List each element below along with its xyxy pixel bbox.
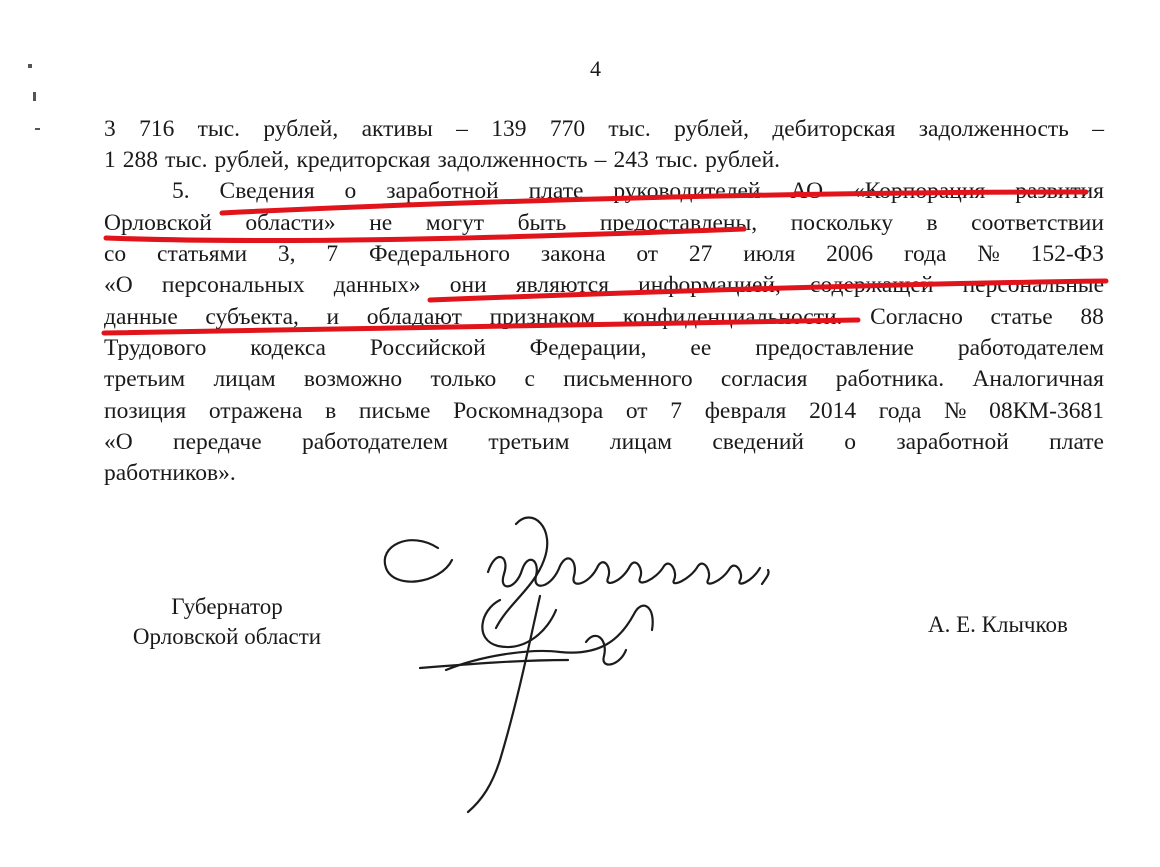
word: 288 bbox=[122, 147, 159, 173]
word: ее bbox=[690, 335, 712, 361]
word: плате bbox=[528, 178, 584, 204]
word: письменного bbox=[563, 366, 693, 392]
word: – bbox=[594, 147, 607, 173]
word: передаче bbox=[173, 429, 262, 455]
word: 770 bbox=[549, 116, 586, 142]
word: «О bbox=[104, 429, 133, 455]
page-number: 4 bbox=[590, 56, 601, 81]
word: быть bbox=[517, 210, 567, 236]
word: работника. bbox=[835, 366, 945, 392]
word: 139 bbox=[491, 116, 527, 142]
text-line bbox=[104, 366, 1104, 393]
word: тыс. bbox=[608, 116, 651, 142]
word: письме bbox=[358, 398, 431, 424]
word: тыс. bbox=[197, 116, 241, 142]
word: 7 bbox=[670, 398, 682, 424]
word: обладают bbox=[366, 304, 462, 330]
word: о bbox=[344, 178, 357, 204]
word: года bbox=[903, 241, 947, 267]
word: персональные bbox=[962, 272, 1104, 298]
word: и bbox=[326, 304, 340, 330]
word: «Корпорация bbox=[853, 178, 986, 204]
text-line bbox=[104, 210, 1104, 237]
word: – bbox=[456, 116, 468, 142]
word: развития bbox=[1015, 178, 1104, 204]
word: субъекта, bbox=[205, 304, 299, 330]
word: от bbox=[625, 398, 648, 424]
word: рублей. bbox=[705, 147, 781, 173]
text-line bbox=[104, 460, 1104, 487]
word: сведений bbox=[712, 429, 804, 455]
word: АО bbox=[790, 178, 824, 204]
word: работников». bbox=[104, 460, 236, 486]
word: 7 bbox=[326, 241, 339, 267]
word: Федерации, bbox=[529, 335, 647, 361]
word: конфиденциальности. bbox=[622, 304, 843, 330]
word: в bbox=[926, 210, 938, 236]
word: плате bbox=[1049, 429, 1104, 455]
word: Трудового bbox=[104, 335, 207, 361]
word: Сведения bbox=[219, 178, 315, 204]
word: в bbox=[325, 398, 337, 424]
word: 152-ФЗ bbox=[1030, 241, 1104, 267]
word: третьим bbox=[104, 366, 186, 392]
word: кодекса bbox=[250, 335, 326, 361]
text-line bbox=[104, 304, 1104, 331]
word: февраля bbox=[704, 398, 787, 424]
word: дебиторская bbox=[772, 116, 896, 142]
scan-mark bbox=[35, 128, 40, 130]
word: персональных bbox=[161, 272, 305, 298]
word: Согласно bbox=[870, 304, 963, 330]
word: заработной bbox=[896, 429, 1009, 455]
word: работодателем bbox=[301, 429, 449, 455]
word: июля bbox=[743, 241, 796, 267]
word: со bbox=[104, 241, 127, 267]
word: заработной bbox=[386, 178, 499, 204]
word: 2014 bbox=[809, 398, 857, 424]
word: работодателем bbox=[957, 335, 1104, 361]
word: только bbox=[430, 366, 497, 392]
word: Российской bbox=[369, 335, 486, 361]
word: 5. bbox=[172, 178, 190, 204]
word: кредиторская bbox=[296, 147, 431, 173]
word: о bbox=[844, 429, 857, 455]
word: рублей, bbox=[674, 116, 749, 142]
word: третьим bbox=[488, 429, 570, 455]
text-line bbox=[104, 398, 1104, 425]
word: лицам bbox=[609, 429, 673, 455]
word: 08КМ-3681 bbox=[989, 398, 1104, 424]
text-line bbox=[104, 241, 1104, 268]
word: 2006 bbox=[826, 241, 874, 267]
word: они bbox=[449, 272, 487, 298]
word: 27 bbox=[688, 241, 713, 267]
word: области» bbox=[245, 210, 336, 236]
text-line bbox=[104, 147, 1104, 174]
scan-mark bbox=[33, 92, 36, 101]
word: активы bbox=[361, 116, 433, 142]
word: Роскомнадзора bbox=[453, 398, 604, 424]
word: 3, bbox=[277, 241, 296, 267]
position-region: Орловской области bbox=[132, 624, 322, 649]
word: согласия bbox=[720, 366, 808, 392]
word: предоставление bbox=[755, 335, 914, 361]
scan-mark bbox=[28, 64, 32, 68]
word: статьями bbox=[157, 241, 248, 267]
word: Аналогичная bbox=[972, 366, 1104, 392]
word: рублей, bbox=[214, 147, 290, 173]
position-title: Губернатор bbox=[171, 594, 283, 619]
word: 88 bbox=[1080, 304, 1104, 330]
word: содержащей bbox=[810, 272, 934, 298]
word: № bbox=[943, 398, 967, 424]
word: Федерального bbox=[368, 241, 510, 267]
word: позиция bbox=[104, 398, 187, 424]
word: задолженность bbox=[918, 116, 1069, 142]
text-line bbox=[104, 335, 1104, 362]
word: года bbox=[878, 398, 922, 424]
text-line bbox=[172, 178, 1104, 205]
word: закона bbox=[540, 241, 606, 267]
word: руководителей bbox=[613, 178, 761, 204]
word: № bbox=[977, 241, 1000, 267]
word: являются bbox=[515, 272, 610, 298]
word: 243 bbox=[613, 147, 649, 173]
text-line bbox=[104, 116, 1104, 143]
word: тыс. bbox=[655, 147, 699, 173]
word: данные bbox=[104, 304, 178, 330]
signatory-name: А. Е. Клычков bbox=[928, 612, 1068, 637]
word: возможно bbox=[303, 366, 403, 392]
word: признаком bbox=[489, 304, 596, 330]
word: 716 bbox=[139, 116, 175, 142]
word: данных» bbox=[333, 272, 421, 298]
word: соответствии bbox=[971, 210, 1104, 236]
word: статье bbox=[990, 304, 1053, 330]
word: поскольку bbox=[790, 210, 893, 236]
word: 3 bbox=[104, 116, 116, 142]
word: 1 bbox=[104, 147, 116, 173]
word: тыс. bbox=[165, 147, 208, 173]
word: рублей, bbox=[263, 116, 339, 142]
word: не bbox=[369, 210, 393, 236]
signatory-position bbox=[112, 592, 342, 652]
word: Орловской bbox=[104, 210, 212, 236]
word: – bbox=[1092, 116, 1104, 142]
word: «О bbox=[104, 272, 133, 298]
word: задолженность bbox=[437, 147, 588, 173]
word: отражена bbox=[208, 398, 303, 424]
word: лицам bbox=[213, 366, 276, 392]
word: информацией, bbox=[638, 272, 781, 298]
word: могут bbox=[425, 210, 485, 236]
text-line bbox=[104, 272, 1104, 299]
word: от bbox=[636, 241, 659, 267]
word: с bbox=[524, 366, 535, 392]
text-line bbox=[104, 429, 1104, 456]
word: предоставлены, bbox=[599, 210, 758, 236]
